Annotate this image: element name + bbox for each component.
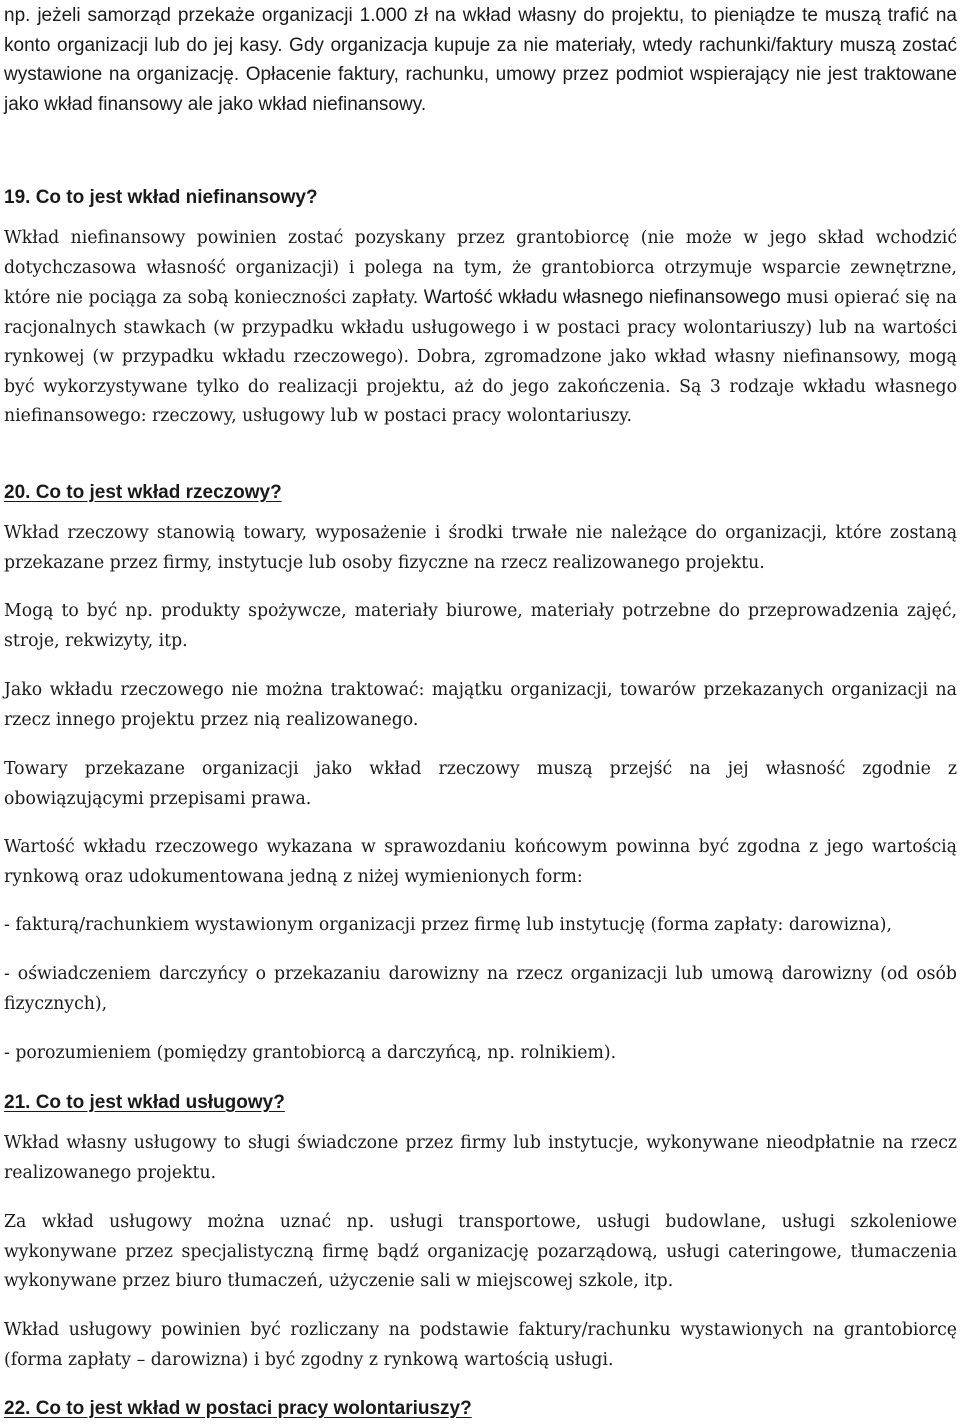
- section-20-paragraph-2: Mogą to być np. produkty spożywcze, materiały biurowe, materiały potrzebne do przeprowadzenia zajęć, stroje, rekwizyty, itp.: [4, 601, 957, 651]
- section-21-paragraph-3: Wkład usługowy powinien być rozliczany na podstawie faktury/rachunku wystawionych na grantobiorcę (forma zapłaty – darowizna) i być zgodny z rynkową wartością usługi.: [4, 1320, 957, 1370]
- section-19-text-b: Wartość wkładu własnego niefinansowego: [418, 287, 781, 308]
- section-20-heading: 20. Co to jest wkład rzeczowy?: [4, 482, 282, 503]
- section-21-paragraph-2: Za wkład usługowy można uznać np. usługi transportowe, usługi budowlane, usługi szkoleniowe wykonywane przez specjalistyczną firmę bądź organizację pozarządową, usługi cateringowe, tłumaczenia wykonywane przez biuro tłumaczeń, użyczenie sali w miejscowej szkole, itp.: [4, 1212, 957, 1291]
- list-item: - fakturą/rachunkiem wystawionym organizacji przez firmę lub instytucję (forma zapłaty: darowizna),: [4, 915, 892, 935]
- section-20-paragraph-1: Wkład rzeczowy stanowią towary, wyposażenie i środki trwałe nie należące do organizacji, które zostaną przekazane przez firmy, instytucje lub osoby fizyczne na rzecz realizowanego projektu.: [4, 523, 957, 573]
- intro-paragraph: np. jeżeli samorząd przekaże organizacji 1.000 zł na wkład własny do projektu, to pieniądze te muszą trafić na konto organizacji lub do jej kasy. Gdy organizacja kupuje za nie materiały, wtedy rachunki/faktury muszą zostać wystawione na organizację. Opłacenie faktury, rachunku, umowy przez podmiot wspierający nie jest traktowane jako wkład finansowy ale jako wkład niefinansowy.: [4, 5, 957, 115]
- section-19-text-c: musi opierać się na racjonalnych stawkach (w przypadku wkładu usługowego i w postaci pracy wolontariuszy) lub na wartości rynkowej (w przypadku wkładu rzeczowego). Dobra, zgromadzone jako wkład własny niefinansowy, mogą być wykorzystywane tylko do realizacji projektu, aż do jego zakończenia. Są 3 rodzaje wkładu własnego niefinansowego: rzeczowy, usługowy lub w postaci pracy wolontariuszy.: [4, 288, 957, 426]
- section-21-paragraph-1: Wkład własny usługowy to sługi świadczone przez firmy lub instytucje, wykonywane nieodpłatnie na rzecz realizowanego projektu.: [4, 1133, 957, 1183]
- list-item: - oświadczeniem darczyńcy o przekazaniu darowizny na rzecz organizacji lub umową darowizny (od osób fizycznych),: [4, 964, 957, 1014]
- section-20-paragraph-4: Towary przekazane organizacji jako wkład rzeczowy muszą przejść na jej własność zgodnie z obowiązującymi przepisami prawa.: [4, 759, 957, 809]
- section-21-heading: 21. Co to jest wkład usługowy?: [4, 1092, 285, 1113]
- section-20-paragraph-5: Wartość wkładu rzeczowego wykazana w sprawozdaniu końcowym powinna być zgodna z jego wartością rynkową oraz udokumentowana jedną z niżej wymienionych form:: [4, 837, 957, 887]
- list-item: - porozumieniem (pomiędzy grantobiorcą a darczyńcą, np. rolnikiem).: [4, 1043, 617, 1063]
- section-22-heading: 22. Co to jest wkład w postaci pracy wolontariuszy?: [4, 1398, 472, 1419]
- section-19-text-a: Wkład niefinansowy powinien zostać pozyskany przez grantobiorcę (nie może w jego skład wchodzić dotychczasowa własność organizacji) i polega na tym, że grantobiorca otrzymuje wsparcie zewnętrzne, które nie pociąga za sobą konieczności zapłaty.: [4, 228, 957, 308]
- section-20-paragraph-3: Jako wkładu rzeczowego nie można traktować: majątku organizacji, towarów przekazanych organizacji na rzecz innego projektu przez nią realizowanego.: [4, 680, 957, 730]
- section-19-paragraph: [4, 224, 957, 432]
- section-19-heading: 19. Co to jest wkład niefinansowy?: [4, 187, 318, 208]
